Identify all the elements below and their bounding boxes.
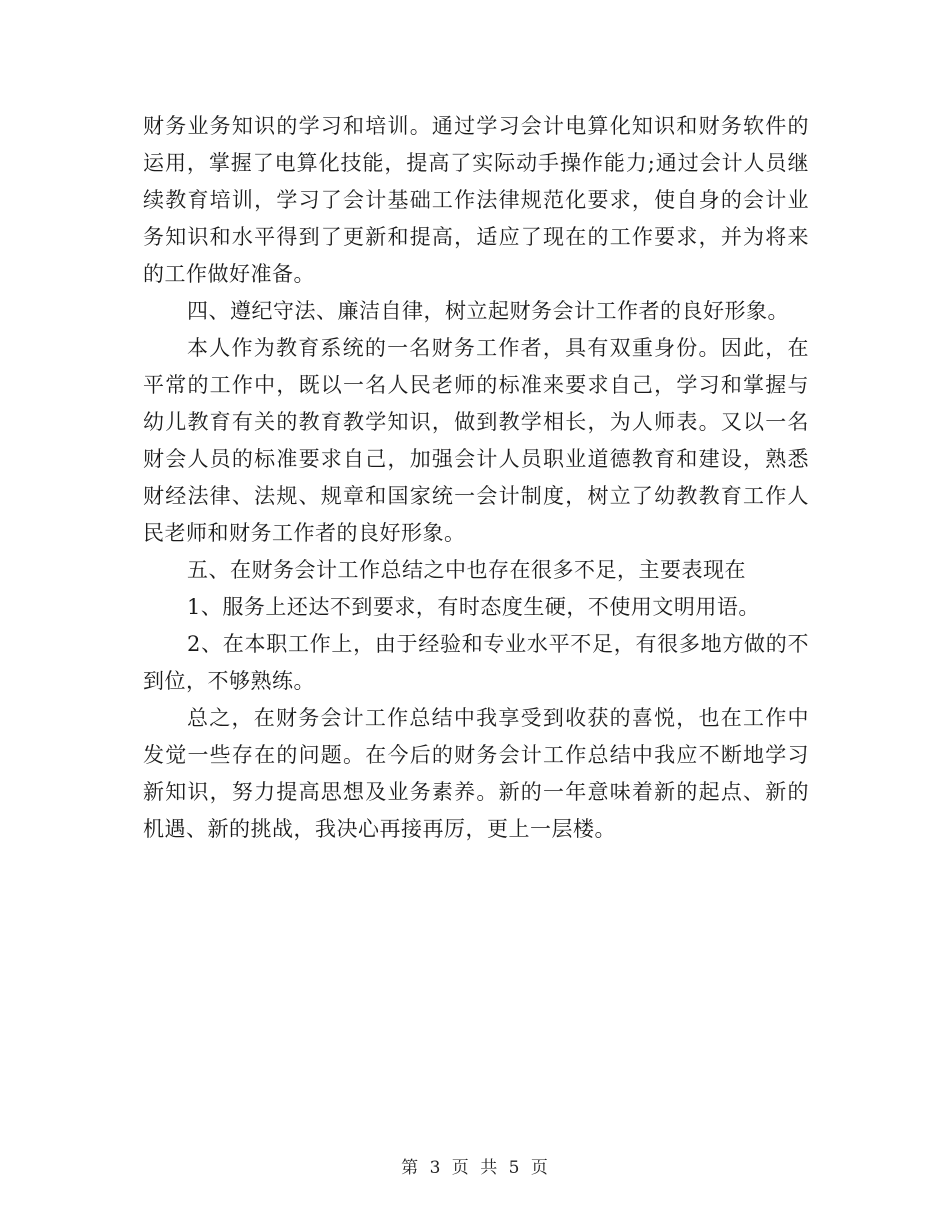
paragraph-4: 五、在财务会计工作总结之中也存在很多不足，主要表现在 <box>187 558 746 582</box>
document-body <box>143 108 809 848</box>
paragraph-7: 总之，在财务会计工作总结中我享受到收获的喜悦，也在工作中发觉一些存在的问题。在今后的财务会计工作总结中我应不断地学习新知识，努力提高思想及业务素养。新的一年意味着新的起点、新的机遇、新的挑战，我决心再接再厉，更上一层楼。 <box>143 706 809 841</box>
paragraph-5: 1、服务上还达不到要求，有时态度生硬，不使用文明用语。 <box>187 595 760 619</box>
page-number-footer: 第 3 页 共 5 页 <box>401 1158 549 1178</box>
paragraph-3: 本人作为教育系统的一名财务工作者，具有双重身份。因此，在平常的工作中，既以一名人民老师的标准来要求自己，学习和掌握与幼儿教育有关的教育教学知识，做到教学相长，为人师表。又以一名财会人员的标准要求自己，加强会计人员职业道德教育和建设，熟悉财经法律、法规、规章和国家统一会计制度，树立了幼教教育工作人民老师和财务工作者的良好形象。 <box>143 336 809 545</box>
paragraph-1: 财务业务知识的学习和培训。通过学习会计电算化知识和财务软件的运用，掌握了电算化技能，提高了实际动手操作能力;通过会计人员继续教育培训，学习了会计基础工作法律规范化要求，使自身的会计业务知识和水平得到了更新和提高，适应了现在的工作要求，并为将来的工作做好准备。 <box>143 114 809 286</box>
paragraph-6: 2、在本职工作上，由于经验和专业水平不足，有很多地方做的不到位，不够熟练。 <box>143 632 809 693</box>
paragraph-2: 四、遵纪守法、廉洁自律，树立起财务会计工作者的良好形象。 <box>187 299 789 323</box>
